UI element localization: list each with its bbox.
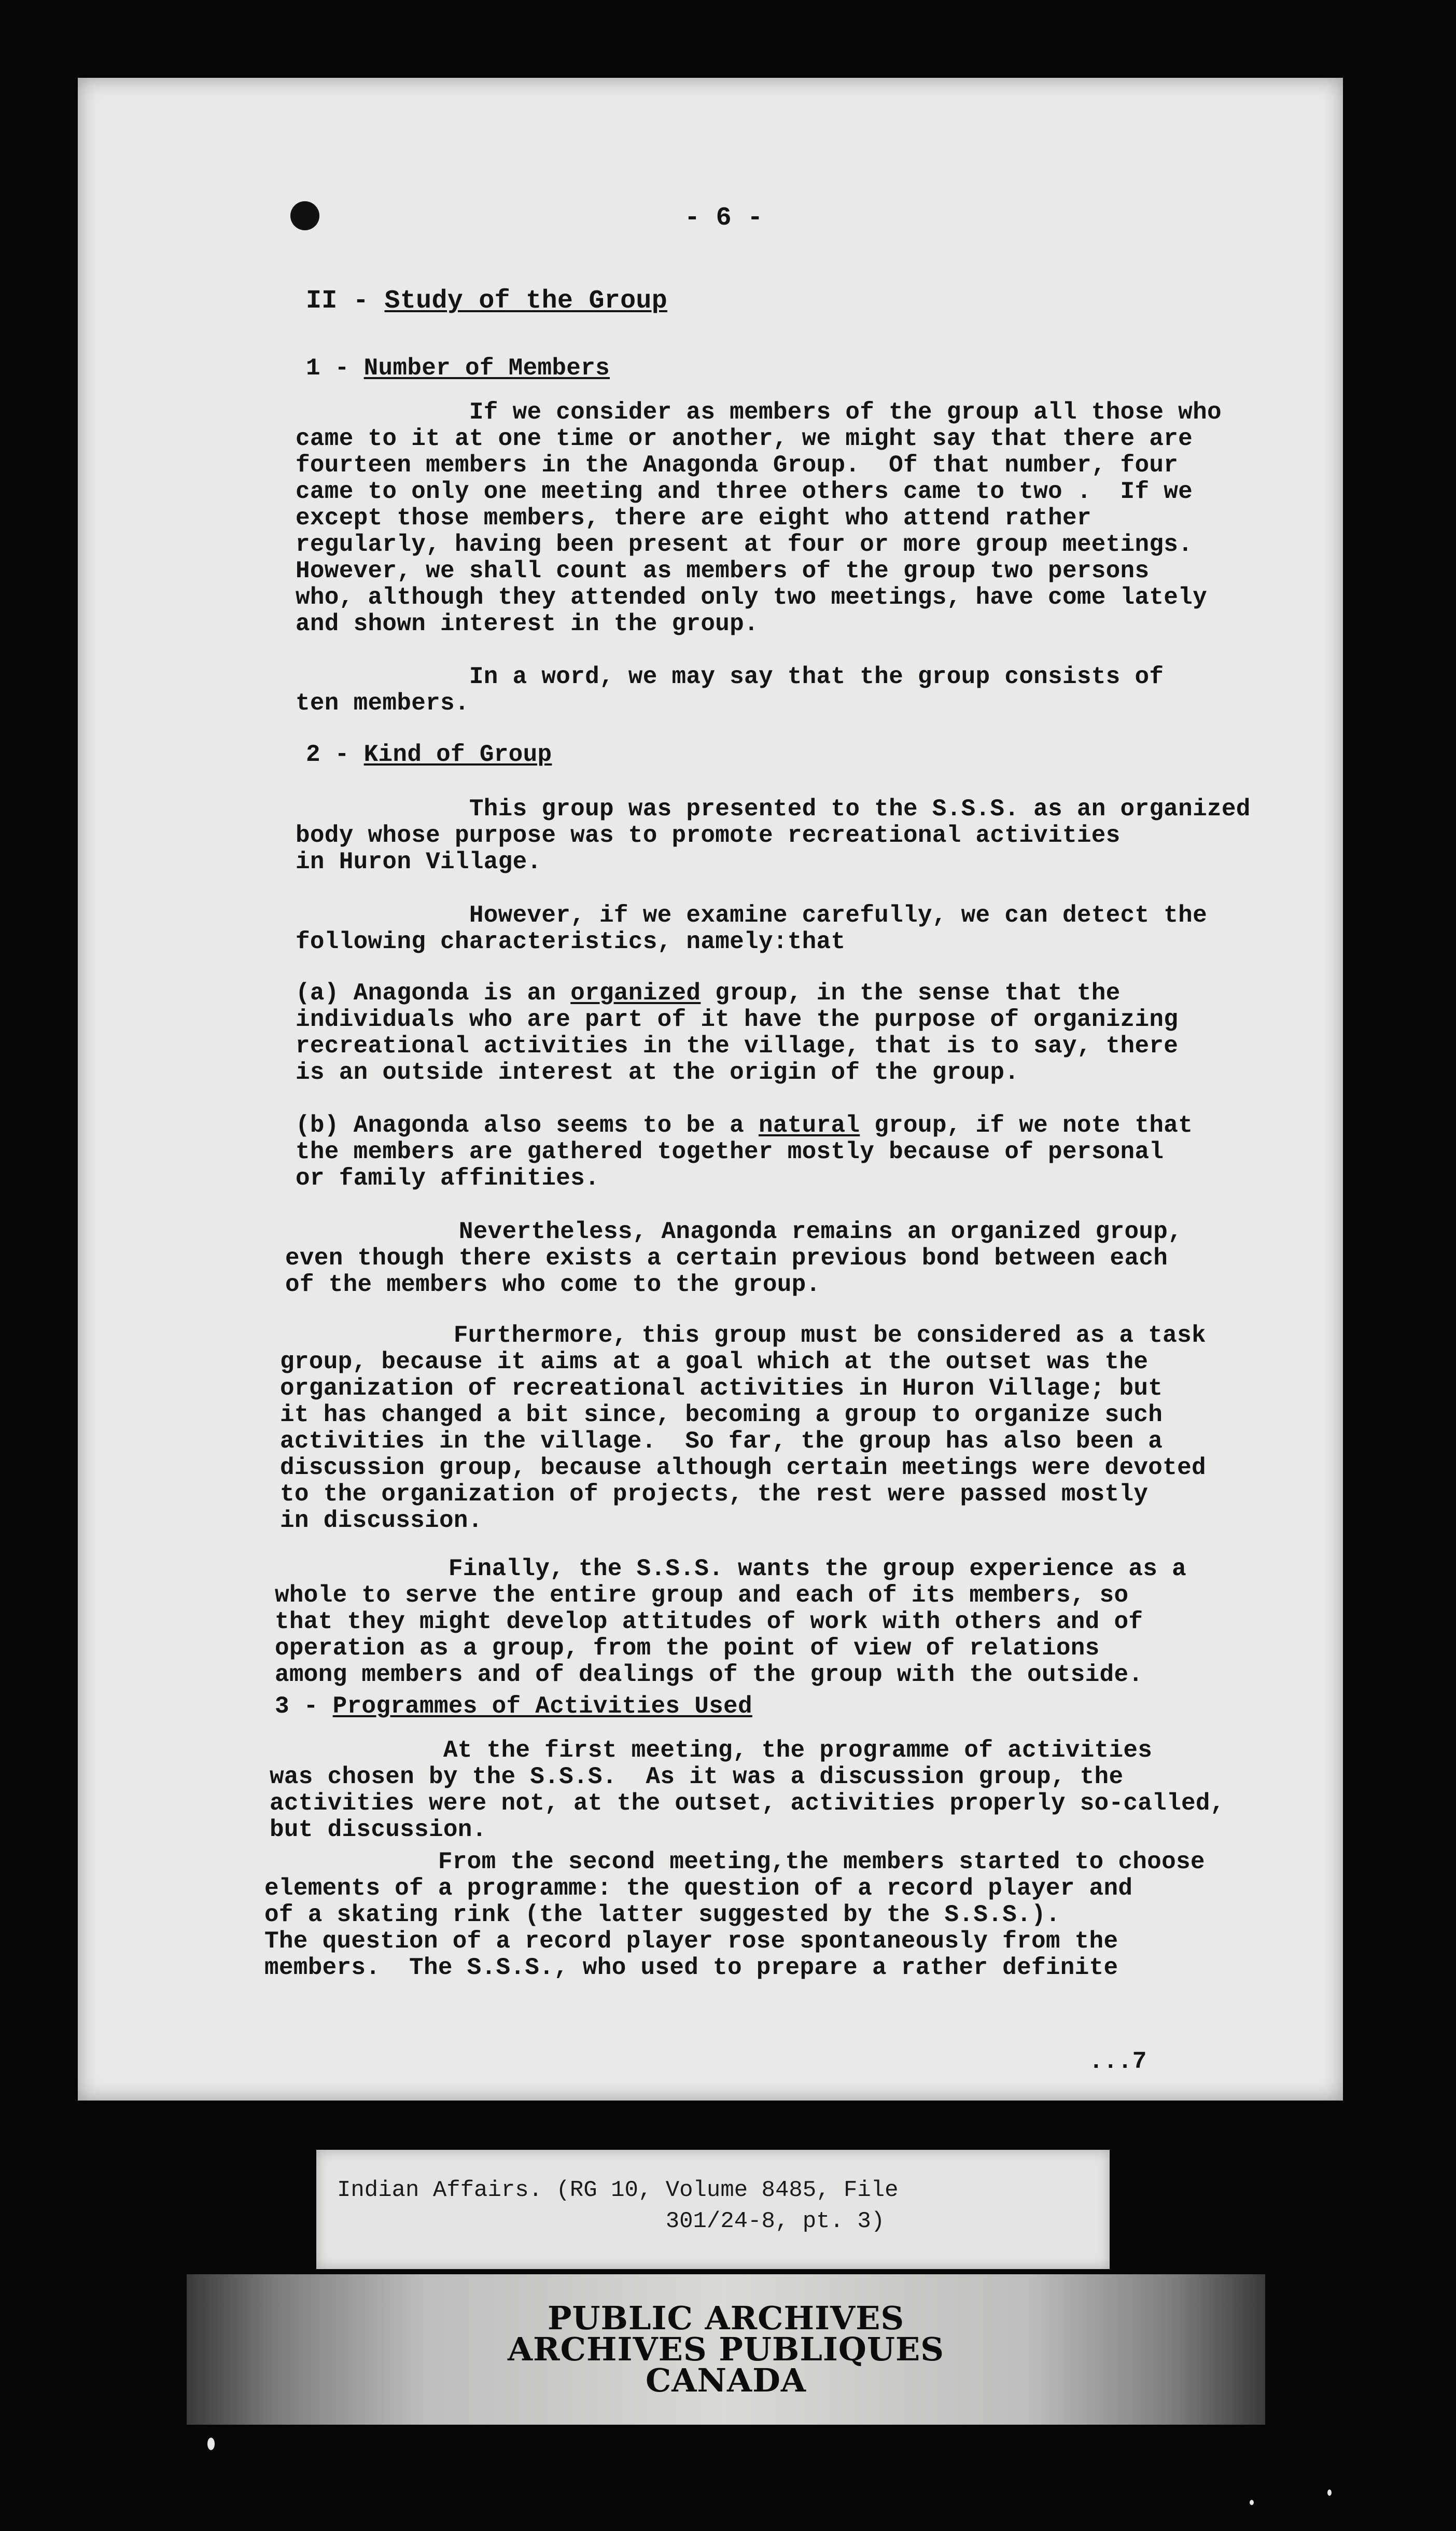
subsection-prefix: 1 - [306, 355, 364, 382]
section-title: Study of the Group [384, 286, 668, 316]
paragraph: At the first meeting, the programme of activities was chosen by the S.S.S. As it was a discussion group, the activities were not, at the outset, activities properly so-called, but discussion. [270, 1737, 1225, 1843]
paragraph: From the second meeting,the members started to choose elements of a programme: the question of a record player and of a skating rink (the latter suggested by the S.S.S.). The question of a record player rose spontaneously from the members. The S.S.S., who used to prepare a rather definite [264, 1848, 1205, 1981]
paragraph: However, if we examine carefully, we can detect the following characteristics, namely:that [296, 902, 1207, 955]
document-page [78, 78, 1343, 2101]
section-prefix: II - [306, 286, 385, 316]
paragraph: This group was presented to the S.S.S. as an organized body whose purpose was to promote recreational activities in Huron Village. [296, 796, 1251, 875]
point-a-text-rest: group, in the sense that the individuals who are part of it have the purpose of organizing recreational activities in the village, that is to say, there is an outside interest at the origin of the group. [296, 980, 1179, 1086]
archive-reference-line: 301/24-8, pt. 3) [337, 2208, 885, 2234]
point-b [296, 1112, 1193, 1192]
point-a-text: (a) Anagonda is an [296, 980, 571, 1007]
subsection-heading [306, 742, 552, 768]
subsection-prefix: 2 - [306, 741, 364, 768]
stamp-line: CANADA [645, 2361, 807, 2399]
point-b-text-rest: group, if we note that the members are gathered together mostly because of personal or family affinities. [296, 1112, 1193, 1192]
punch-hole [290, 201, 319, 230]
subsection-title: Programmes of Activities Used [332, 1693, 752, 1720]
paragraph: In a word, we may say that the group consists of ten members. [296, 663, 1164, 717]
stamp-line: PUBLIC ARCHIVES [547, 2299, 905, 2337]
dust-speck [1327, 2490, 1332, 2496]
subsection-heading [306, 355, 610, 382]
point-b-emphasis: natural [758, 1112, 860, 1139]
point-b-text: (b) Anagonda also seems to be a [296, 1112, 759, 1139]
subsection-title: Kind of Group [363, 741, 552, 768]
paragraph: If we consider as members of the group all those who came to it at one time or another, we might say that there are fourteen members in the Anagonda Group. Of that number, four came to only one meeting and three others came to two . If we except those members, there are eight who attend rather regularly, having been present at four or more group meetings. However, we shall count as members of the group two persons who, although they attended only two meetings, have come lately and shown interest in the group. [296, 399, 1222, 637]
point-a [296, 980, 1178, 1086]
paragraph: Furthermore, this group must be considered as a task group, because it aims at a goal which at the outset was the organization of recreational activities in Huron Village; but it has changed a bit since, becoming a group to organize such activities in the village. So far, the group has also been a discussion group, because although certain meetings were devoted to the organization of projects, the rest were passed mostly in discussion. [280, 1322, 1206, 1534]
continuation-marker: ...7 [1089, 2048, 1147, 2075]
subsection-prefix: 3 - [275, 1693, 333, 1720]
dust-speck [207, 2438, 215, 2450]
subsection-heading [275, 1693, 752, 1720]
point-a-emphasis: organized [570, 980, 701, 1007]
dust-speck [1250, 2500, 1254, 2505]
paragraph: Nevertheless, Anagonda remains an organized group, even though there exists a certain previous bond between each of the members who come to the group. [285, 1218, 1183, 1298]
archive-reference-line: Indian Affairs. (RG 10, Volume 8485, File [337, 2177, 899, 2203]
archive-reference-label [316, 2150, 1110, 2269]
subsection-title: Number of Members [363, 355, 610, 382]
stamp-line: ARCHIVES PUBLIQUES [507, 2330, 945, 2368]
paragraph: Finally, the S.S.S. wants the group experience as a whole to serve the entire group and each of its members, so that they might develop attitudes of work with others and of operation as a group, from the point of view of relations among members and of dealings of the group with the outside. [275, 1555, 1186, 1688]
page-number: - 6 - [684, 203, 763, 233]
archives-stamp [187, 2274, 1265, 2425]
section-heading [306, 288, 667, 314]
bleed-through [306, 244, 1343, 271]
